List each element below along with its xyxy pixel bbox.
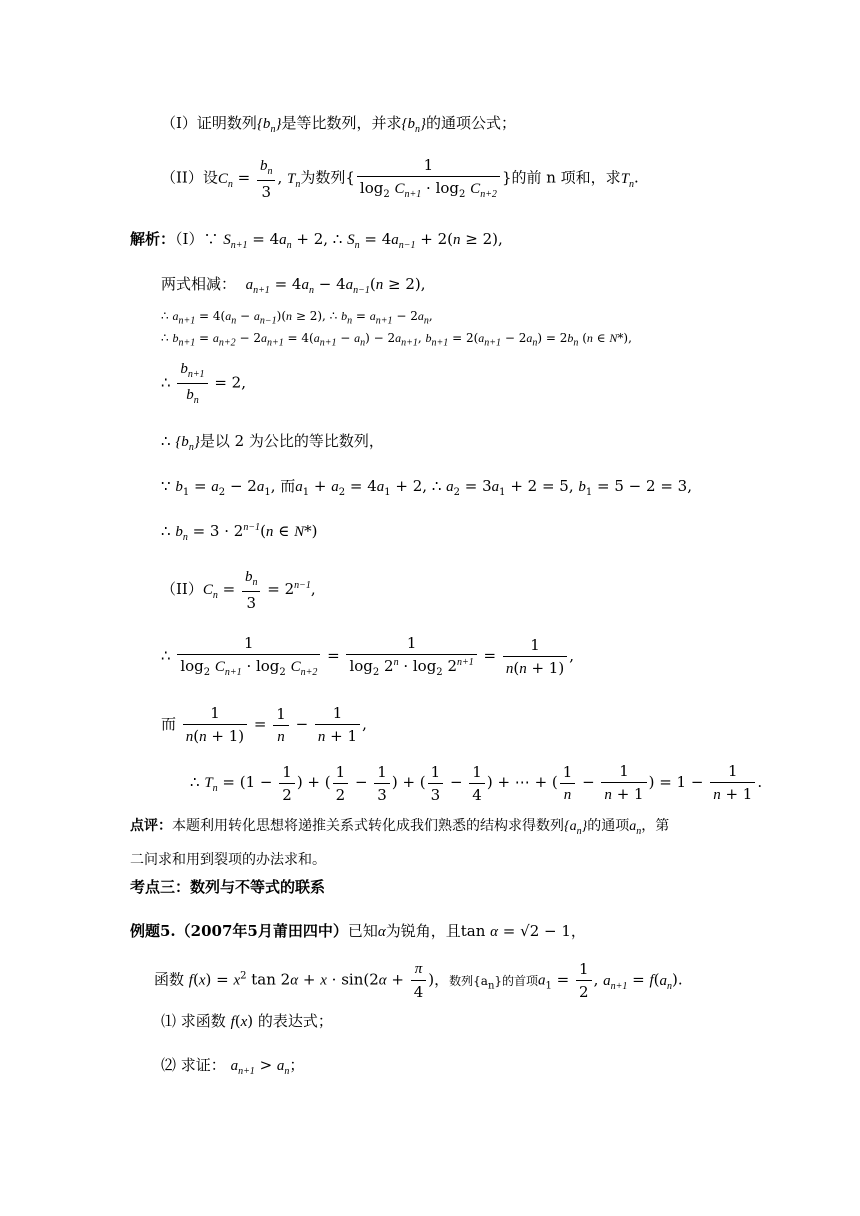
solution-step-4: ∴ $b_{n+1} = a_{n+2} - 2a_{n+1} = 4(a_{n+1} - a_n) - 2a_{n+1}$, $b_{n+1} = 2(a_{n+1} - 2a_n) = 2b_n$ (n ∈ N*), [161,331,632,349]
solution-step-2: 两式相减： $a_{n+1} = 4a_n - 4a_{n-1}(n \ge 2)$, [161,275,426,296]
solution-step-3: ∴ $a_{n+1} = 4(a_n - a_{n-1})(n \ge 2)$, ∴ $b_n = a_{n+1} - 2a_n$, [161,309,433,327]
comment-line-2: 二问求和用到裂项的办法求和。 [130,852,326,868]
solution-step-8: ∴ $b_n = 3 \cdot 2^{n-1}(n$ ∈ N*) [161,522,318,543]
part1-question: （I）证明数列$\{b_n\}$是等比数列，并求$\{b_n\}$的通项公式； [161,114,516,135]
section-heading: 考点三：数列与不等式的联系 [130,878,326,896]
solution-step-7: ∵ $b_1 = a_2 - 2a_1$, 而$a_1 + a_2 = 4a_1 + 2$, ∴ $a_2 = 3a_1 + 2 = 5$, $b_1 = 5 - 2 = 3$, [161,477,692,498]
example-5-function: 函数 $f(x) = x^2$ tan 2α + x · sin(2α + $\frac{\pi}{4}$ )，数列$\{a_n\}$的首项$a_1$ = $\frac{1}{2}$ , $a_{n+1} = f(a_n)$. [154,960,683,1001]
solution-step-6: ∴ $\{b_n\}$是以 2 为公比的等比数列， [161,432,384,453]
solution-step-5: ∴ $\frac{b_{n+1}}{b_n}$ = 2, [161,361,246,406]
example-5-statement: 例题5.（2007年5月莆田四中）已知α为锐角，且tan α = √2 − 1， [130,922,586,940]
part2-question: （II）设$C_n$ = $\frac{b_n}{3}$ , $T_n$为数列{ $\frac{1}{\log_2 C_{n+1} \cdot \log_2 C_{n+2}}$ }的前 n 项和，求$T_n$. [161,156,639,201]
solution-step-9: $(II)C_n$ = $\frac{b_n}{3}$ = $2^{n-1}$, [161,569,316,612]
example-5-q2: ⑵ 求证： $a_{n+1} > a_n$； [161,1056,305,1077]
solution-step-11: 而 $\frac{1}{n(n + 1)}$ = $\frac{1}{n}$ − $\frac{1}{n + 1}$ , [161,704,367,745]
solution-step-10: ∴ $\frac{1}{\log_2 C_{n+1} \cdot \log_2 C_{n+2}}$ = $\frac{1}{\log_2 2^n \cdot \log_2 2^{n+1}}$ = $\frac{1}{n(n + 1)}$ , [161,634,574,678]
example-5-q1: ⑴ 求函数 f(x) 的表达式； [161,1012,333,1030]
solution-step-1: 解析：（I）∵ $S_{n+1} = 4a_n + 2$, ∴ $S_n = 4a_{n-1} + 2(n \ge 2)$, [130,230,503,251]
solution-label: 解析： [130,230,176,248]
comment-line-1: 点评：本题利用转化思想将递推关系式转化成我们熟悉的结构求得数列$\{a_n\}$的通项$a_n$，第 [130,818,670,837]
solution-step-12: ∴ $T_n = (1$ − $\frac{1}{2}$ ) + ( $\frac{1}{2}$ − $\frac{1}{3}$ ) + ( $\frac{1}{3}$ − $\frac{1}{4}$ ) + ⋯ + ( $\frac{1}{n}$ − $\frac{1}{n + 1}$ ) = 1 − $\frac{1}{n + 1}$ . [190,762,763,804]
